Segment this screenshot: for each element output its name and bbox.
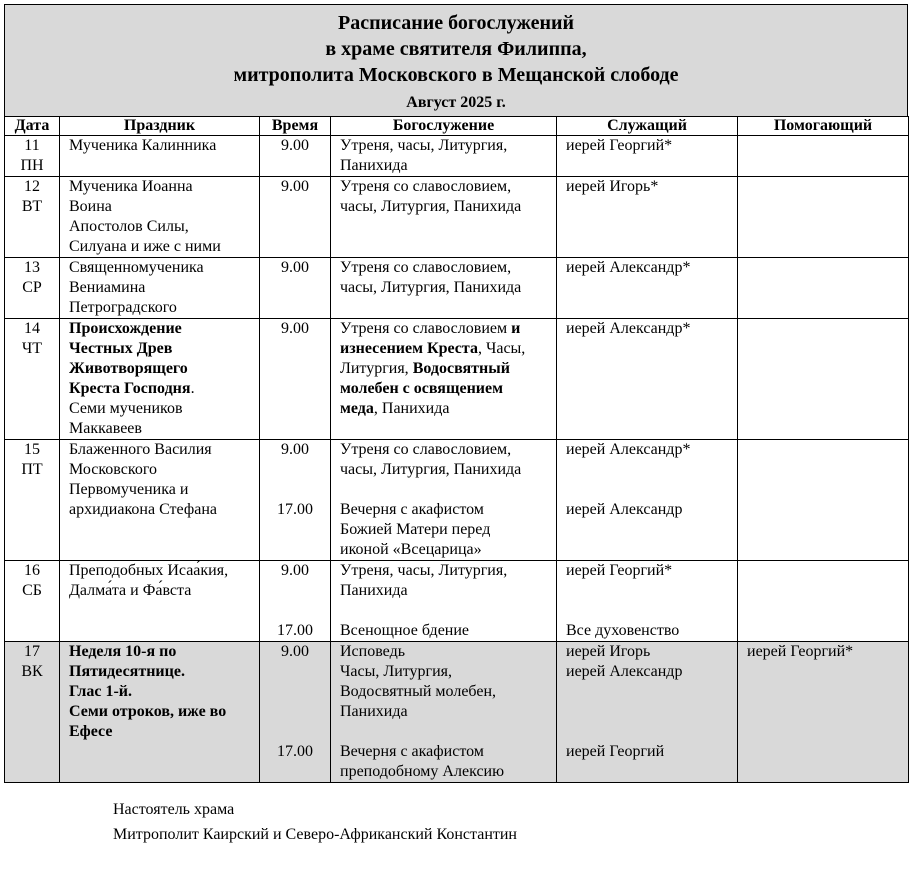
holiday-line-text: Мученика Калинника [69, 137, 217, 154]
spacer [566, 520, 737, 540]
service-line-text: часы, Литургия, Панихида [340, 279, 522, 296]
time-cell [260, 136, 331, 177]
holiday-line-text: Семи отроков, иже во [69, 703, 227, 720]
holiday-cell [60, 258, 260, 319]
priest-cell [557, 258, 738, 319]
service-line [340, 500, 556, 520]
date-text: СБ [22, 582, 42, 599]
time-text: 17.00 [277, 743, 313, 760]
spacer [566, 581, 737, 601]
holiday-line [69, 258, 259, 278]
service-cell [331, 561, 557, 642]
table-row [5, 561, 909, 642]
date-text: ПТ [21, 461, 43, 478]
service-line-text: часы, Литургия, Панихида [340, 198, 522, 215]
date-text: ЧТ [21, 340, 43, 357]
priest-text: иерей Георгий* [566, 137, 673, 154]
spacer [260, 339, 330, 359]
service-line-text: Водосвятный молебен, [340, 683, 497, 700]
service-line [340, 440, 556, 460]
holiday-line [69, 177, 259, 197]
time-text: 9.00 [281, 320, 309, 337]
spacer [566, 722, 737, 742]
holiday-line [69, 500, 259, 520]
service-line [340, 561, 556, 581]
service-line [340, 520, 556, 540]
holiday-line-text: Преподобных Исаа́кия, [69, 562, 229, 579]
service-line [340, 682, 556, 702]
table-header-row [5, 117, 909, 136]
spacer [260, 520, 330, 540]
service-line [340, 379, 556, 399]
time-text: 9.00 [281, 562, 309, 579]
service-cell [331, 136, 557, 177]
spacer [566, 682, 737, 702]
holiday-line-tail: . [190, 380, 195, 397]
holiday-line-text: Московского [69, 461, 157, 478]
date-text: ВК [21, 663, 43, 680]
service-line-part: Литургия, [340, 360, 413, 377]
spacer [260, 278, 330, 298]
rector-title: Настоятель храма [113, 801, 235, 818]
spacer [260, 197, 330, 217]
date-text: 13 [24, 259, 40, 276]
priest-text: иерей Игорь [566, 643, 651, 660]
holiday-line-text: Пятидесятнице. [69, 663, 185, 680]
helper-cell [738, 319, 909, 440]
time-cell [260, 440, 331, 561]
holiday-line-text: Вениамина [69, 279, 146, 296]
rector-name: Митрополит Каирский и Северо-Африканский Константин [113, 826, 517, 843]
signature-block [113, 797, 517, 847]
service-line-text: преподобному Алексию [340, 763, 505, 780]
date-cell [5, 642, 60, 783]
table-row [5, 258, 909, 319]
service-line [340, 197, 556, 217]
holiday-line-text: Животворящего [69, 360, 188, 377]
service-line [340, 136, 556, 156]
schedule-table [4, 116, 909, 783]
spacer [566, 601, 737, 621]
priest-cell [557, 440, 738, 561]
holiday-line-text: Мученика Иоанна [69, 178, 193, 195]
holiday-line-text: Петроградского [69, 299, 177, 316]
spacer [566, 339, 737, 359]
holiday-line [69, 379, 259, 399]
service-line [340, 460, 556, 480]
service-line-text: иконой «Всецарица» [340, 541, 482, 558]
spacer [566, 197, 737, 217]
time-text: 9.00 [281, 137, 309, 154]
priest-text: иерей Георгий* [566, 562, 673, 579]
spacer [260, 662, 330, 682]
priest-text: иерей Александр [566, 663, 683, 680]
service-line-part: , Панихида [373, 400, 450, 417]
holiday-line [69, 319, 259, 339]
priest-text: иерей Александр* [566, 320, 691, 337]
service-line-part: изнесением Креста [340, 340, 478, 357]
schedule-month: Август 2025 г. [406, 94, 506, 111]
holiday-line-text: Глас 1-й. [69, 683, 132, 700]
table-row [5, 177, 909, 258]
date-text: СР [22, 279, 42, 296]
holiday-line-text: Блаженного Василия [69, 441, 212, 458]
service-line-part: и [511, 320, 521, 337]
time-text: 9.00 [281, 441, 309, 458]
priest-cell [557, 136, 738, 177]
table-row [5, 319, 909, 440]
helper-cell [738, 561, 909, 642]
holiday-cell [60, 136, 260, 177]
schedule-title [5, 5, 907, 88]
holiday-line [69, 298, 259, 318]
spacer [566, 156, 737, 176]
time-text: 17.00 [277, 501, 313, 518]
priest-text: иерей Игорь* [566, 178, 659, 195]
date-text: 15 [24, 441, 40, 458]
service-line-text: Панихида [340, 582, 408, 599]
time-cell [260, 258, 331, 319]
service-line [340, 319, 556, 339]
holiday-line-text: Священномученика [69, 259, 204, 276]
spacer [340, 722, 556, 742]
holiday-line [69, 399, 259, 419]
spacer [260, 156, 330, 176]
holiday-line-text: Неделя 10-я по [69, 643, 177, 660]
spacer [340, 601, 556, 621]
spacer [260, 480, 330, 500]
service-line [340, 662, 556, 682]
service-line [340, 339, 556, 359]
service-line-text: Утреня со славословием, [340, 178, 512, 195]
col-header-time: Время [260, 117, 331, 136]
time-cell [260, 561, 331, 642]
spacer [340, 480, 556, 500]
holiday-line-text: Ефесе [69, 723, 113, 740]
spacer [566, 762, 737, 782]
service-line-text: Утреня, часы, Литургия, [340, 137, 508, 154]
service-line-text: часы, Литургия, Панихида [340, 461, 522, 478]
holiday-line [69, 722, 259, 742]
helper-cell [738, 136, 909, 177]
spacer [566, 460, 737, 480]
service-line [340, 581, 556, 601]
date-cell [5, 136, 60, 177]
holiday-line-text: Апостолов Силы, [69, 218, 189, 235]
service-line-text: Исповедь [340, 643, 406, 660]
spacer [260, 581, 330, 601]
service-cell [331, 642, 557, 783]
time-text: 9.00 [281, 259, 309, 276]
holiday-line [69, 460, 259, 480]
col-header-priest: Служащий [557, 117, 738, 136]
table-row [5, 642, 909, 783]
date-text: 12 [24, 178, 40, 195]
holiday-line-text: Первомученика и [69, 481, 189, 498]
holiday-line [69, 440, 259, 460]
title-line-2: в храме святителя Филиппа, [325, 38, 587, 60]
holiday-cell [60, 440, 260, 561]
holiday-line [69, 642, 259, 662]
spacer [260, 379, 330, 399]
holiday-line [69, 480, 259, 500]
holiday-line [69, 237, 259, 257]
helper-cell [738, 258, 909, 319]
col-header-date: Дата [5, 117, 60, 136]
service-line-text: Панихида [340, 157, 408, 174]
spacer [566, 278, 737, 298]
holiday-line-text: Креста Господня [69, 380, 191, 397]
service-line-part: , Часы, [477, 340, 526, 357]
holiday-line [69, 359, 259, 379]
spacer [260, 359, 330, 379]
spacer [566, 399, 737, 419]
service-line-text: Утреня со славословием, [340, 259, 512, 276]
helper-cell [738, 642, 909, 783]
holiday-line [69, 702, 259, 722]
date-text: 11 [24, 137, 40, 154]
priest-text: иерей Александр* [566, 441, 691, 458]
priest-cell [557, 561, 738, 642]
col-header-holiday: Праздник [60, 117, 260, 136]
priest-text: иерей Александр [566, 501, 683, 518]
helper-cell [738, 440, 909, 561]
service-line-text: Всенощное бдение [340, 622, 470, 639]
table-body [5, 136, 909, 783]
title-line-1: Расписание богослужений [337, 12, 575, 34]
holiday-line [69, 278, 259, 298]
service-line-text: Божией Матери перед [340, 521, 491, 538]
holiday-line [69, 136, 259, 156]
holiday-line [69, 339, 259, 359]
service-line [340, 762, 556, 782]
priest-text: Все духовенство [566, 622, 680, 639]
time-text: 9.00 [281, 178, 309, 195]
spacer [566, 480, 737, 500]
priest-cell [557, 642, 738, 783]
service-line [340, 258, 556, 278]
table-row [5, 136, 909, 177]
spacer [260, 460, 330, 480]
holiday-line [69, 561, 259, 581]
service-line-text: Вечерня с акафистом [340, 501, 484, 518]
date-text: 16 [24, 562, 40, 579]
service-line-part: Водосвятный [412, 360, 510, 377]
holiday-line-text: Происхождение [69, 320, 182, 337]
holiday-line [69, 581, 259, 601]
service-line-part: Утреня со славословием [340, 320, 512, 337]
service-line-part: меда [340, 400, 374, 417]
date-cell [5, 258, 60, 319]
date-text: ПН [20, 157, 44, 174]
helper-cell [738, 177, 909, 258]
service-line [340, 642, 556, 662]
service-line [340, 540, 556, 560]
date-text: ВТ [21, 198, 43, 215]
priest-text: иерей Георгий [566, 743, 665, 760]
table-row [5, 440, 909, 561]
holiday-line [69, 217, 259, 237]
holiday-line-text: Семи мучеников [69, 400, 183, 417]
service-cell [331, 177, 557, 258]
holiday-cell [60, 561, 260, 642]
date-text: 14 [24, 320, 40, 337]
service-cell [331, 319, 557, 440]
time-text: 9.00 [281, 643, 309, 660]
service-cell [331, 258, 557, 319]
title-line-3: митрополита Московского в Мещанской слободе [233, 64, 679, 86]
helper-text: иерей Георгий* [747, 643, 854, 660]
holiday-line-text: Силуана и иже с ними [69, 238, 221, 255]
date-text: 17 [24, 643, 40, 660]
service-line [340, 702, 556, 722]
holiday-line [69, 682, 259, 702]
time-cell [260, 319, 331, 440]
date-cell [5, 319, 60, 440]
service-line [340, 359, 556, 379]
service-line [340, 278, 556, 298]
service-line [340, 156, 556, 176]
spacer [566, 379, 737, 399]
spacer [260, 762, 330, 782]
service-line-text: Вечерня с акафистом [340, 743, 484, 760]
holiday-line [69, 662, 259, 682]
col-header-service: Богослужение [331, 117, 557, 136]
spacer [566, 359, 737, 379]
date-cell [5, 440, 60, 561]
holiday-line [69, 419, 259, 439]
priest-cell [557, 177, 738, 258]
spacer [260, 540, 330, 560]
service-line [340, 621, 556, 641]
holiday-line [69, 197, 259, 217]
spacer [566, 702, 737, 722]
holiday-line-text: Воина [69, 198, 112, 215]
holiday-line-text: архидиакона Стефана [69, 501, 217, 518]
service-line-text: Часы, Литургия, [340, 663, 453, 680]
holiday-cell [60, 642, 260, 783]
spacer [260, 682, 330, 702]
spacer [260, 399, 330, 419]
holiday-line-text: Честных Древ [69, 340, 173, 357]
service-line-text: Панихида [340, 703, 408, 720]
schedule-sheet [4, 4, 908, 783]
service-line [340, 742, 556, 762]
priest-cell [557, 319, 738, 440]
service-line-part: молебен с освящением [340, 380, 503, 397]
holiday-line-text: Маккавеев [69, 420, 142, 437]
holiday-line-text: Далма́та и Фа́вста [69, 582, 192, 599]
service-line [340, 177, 556, 197]
time-cell [260, 642, 331, 783]
spacer [260, 702, 330, 722]
service-cell [331, 440, 557, 561]
time-text: 17.00 [277, 622, 313, 639]
holiday-cell [60, 319, 260, 440]
spacer [260, 601, 330, 621]
service-line-text: Утреня, часы, Литургия, [340, 562, 508, 579]
col-header-helper: Помогающий [738, 117, 909, 136]
spacer [260, 722, 330, 742]
service-line [340, 399, 556, 419]
date-cell [5, 561, 60, 642]
date-cell [5, 177, 60, 258]
schedule-header [4, 4, 908, 116]
priest-text: иерей Александр* [566, 259, 691, 276]
service-line-text: Утреня со славословием, [340, 441, 512, 458]
holiday-cell [60, 177, 260, 258]
time-cell [260, 177, 331, 258]
spacer [566, 540, 737, 560]
